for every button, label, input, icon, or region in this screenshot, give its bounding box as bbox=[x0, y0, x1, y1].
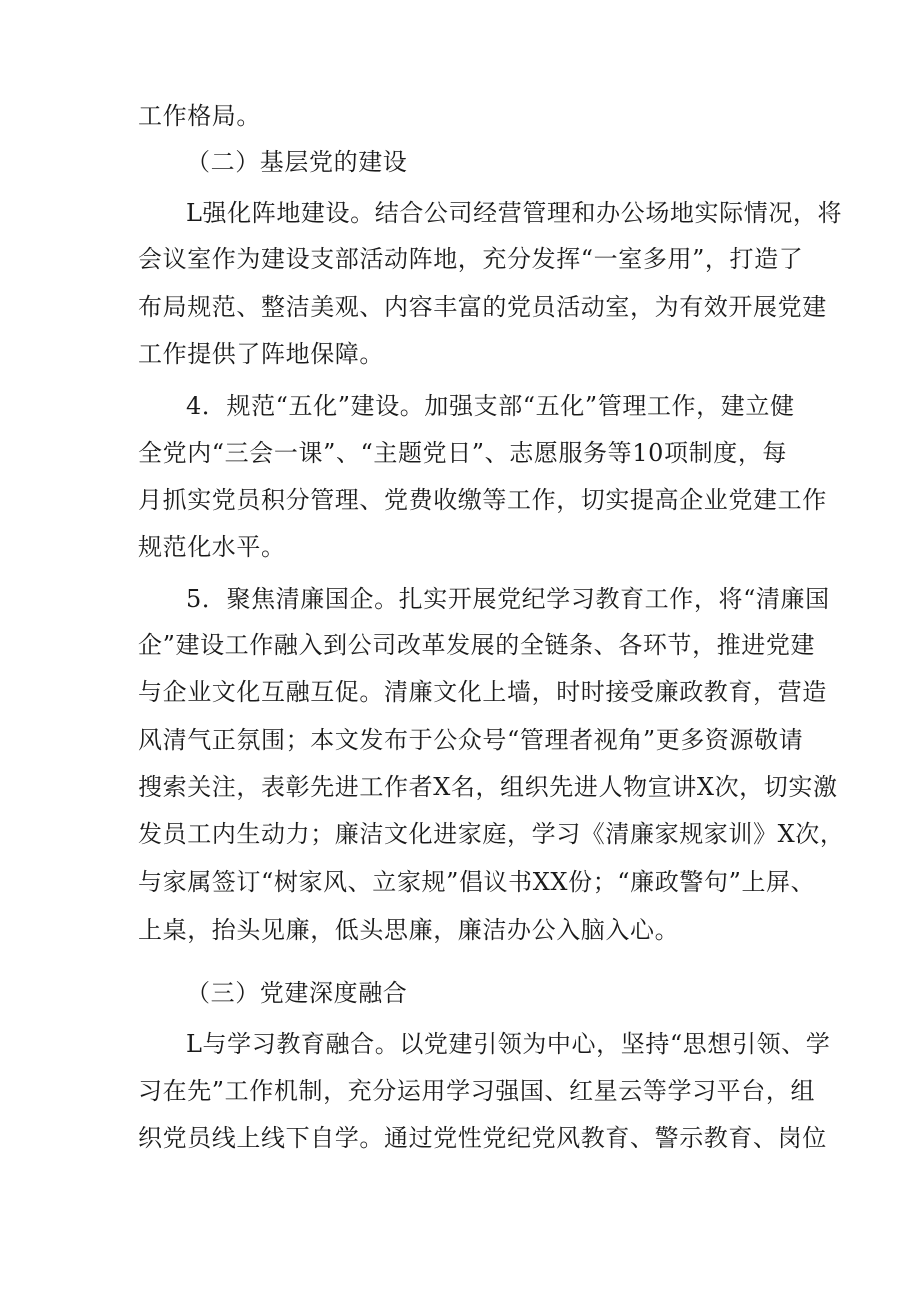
body-text-line: 规范化水平。 bbox=[138, 533, 286, 561]
body-text-line: 风清气正氛围；本文发布于公众号“管理者视角”更多资源敬请 bbox=[138, 726, 804, 754]
body-text-line: 与家属签订“树家风、立家规”倡议书XX份；“廉政警句”上屏、 bbox=[138, 868, 816, 896]
body-text-line: 月抓实党员积分管理、党费收缴等工作，切实提高企业党建工作 bbox=[138, 486, 827, 514]
body-text-line: 会议室作为建设支部活动阵地，充分发挥“一室多用”，打造了 bbox=[138, 245, 804, 273]
body-text-line: 与企业文化互融互促。清廉文化上墙，时时接受廉政教育，营造 bbox=[138, 678, 827, 706]
body-text-line: 习在先”工作机制，充分运用学习强国、红星云等学习平台，组 bbox=[138, 1077, 816, 1105]
body-text-line: 企”建设工作融入到公司改革发展的全链条、各环节，推进党建 bbox=[138, 631, 816, 659]
body-text-line: 上桌，抬头见廉，低头思廉，廉洁办公入脑入心。 bbox=[138, 916, 680, 944]
section-heading: （三）党建深度融合 bbox=[186, 979, 408, 1007]
body-text-line: 发员工内生动力；廉洁文化进家庭，学习《清廉家规家训》X次， bbox=[138, 820, 845, 848]
body-text-line: 全党内“三会一课”、“主题党日”、志愿服务等10项制度，每 bbox=[138, 439, 788, 467]
body-text-line: 布局规范、整洁美观、内容丰富的党员活动室，为有效开展党建 bbox=[138, 293, 827, 321]
body-text-line: L强化阵地建设。结合公司经营管理和办公场地实际情况，将 bbox=[186, 199, 843, 227]
body-text-line: 搜索关注，表彰先进工作者X名，组织先进人物宣讲X次，切实激 bbox=[138, 773, 838, 801]
section-heading: （二）基层党的建设 bbox=[186, 148, 408, 176]
body-text-line: L与学习教育融合。以党建引领为中心，坚持“思想引领、学 bbox=[186, 1030, 831, 1058]
body-text-line: 4．规范“五化”建设。加强支部“五化”管理工作，建立健 bbox=[186, 392, 795, 420]
body-text-line: 织党员线上线下自学。通过党性党纪党风教育、警示教育、岗位 bbox=[138, 1124, 827, 1152]
body-text-line: 工作格局。 bbox=[138, 102, 261, 130]
body-text-line: 5．聚焦清廉国企。扎实开展党纪学习教育工作，将“清廉国 bbox=[186, 585, 830, 613]
body-text-line: 工作提供了阵地保障。 bbox=[138, 340, 384, 368]
